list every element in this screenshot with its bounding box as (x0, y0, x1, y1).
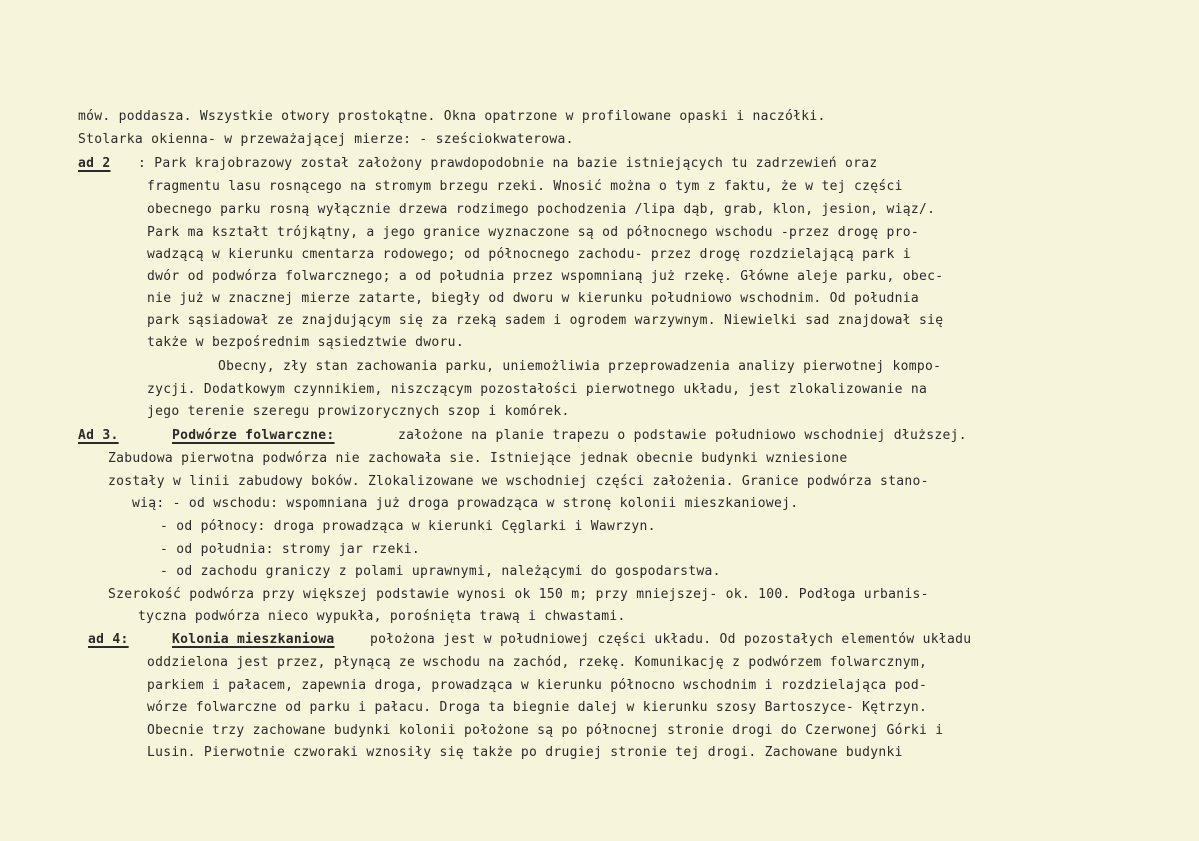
text-line: - od północy: droga prowadząca w kierunki Cęglarki i Wawrzyn. (160, 519, 656, 534)
section-title-ad4: Kolonia mieszkaniowa (172, 632, 335, 647)
section-title-ad3: Podwórze folwarczne: (172, 428, 335, 443)
text-line: nie już w znacznej mierze zatarte, biegły od dworu w kierunku południowo wschodnim. Od południa (147, 291, 920, 306)
text-line: - od zachodu graniczy z polami uprawnymi, należącymi do gospodarstwa. (160, 564, 721, 579)
text-line: oddzielona jest przez, płynącą ze wschodu na zachód, rzekę. Komunikację z podwórzem folwarcznym, (147, 655, 928, 670)
section-heading-ad3: Ad 3. (78, 428, 119, 443)
text-line: założone na planie trapezu o podstawie południowo wschodniej dłuższej. (398, 428, 967, 443)
text-line: parkiem i pałacem, zapewnia droga, prowadząca w kierunku północno wschodnim i rozdzielająca pod- (147, 678, 928, 693)
section-heading-ad4: ad 4: (88, 632, 129, 647)
text-line: jego terenie szeregu prowizorycznych szop i komórek. (147, 404, 570, 419)
text-line: Park ma kształt trójkątny, a jego granice wyznaczone są od północnego wschodu -przez drogę pro- (147, 225, 920, 240)
text-line: wórze folwarczne od parku i pałacu. Droga ta biegnie dalej w kierunku szosy Bartoszyce- Kętrzyn. (147, 700, 928, 715)
text-line: dwór od podwórza folwarcznego; a od południa przez wspomnianą już rzekę. Główne aleje parku, obec- (147, 269, 944, 284)
text-line: - od południa: stromy jar rzeki. (160, 542, 421, 557)
text-line: zostały w linii zabudowy boków. Zlokalizowane we wschodniej części założenia. Granice podwórza stano- (108, 474, 929, 489)
text-line: także w bezpośrednim sąsiedztwie dworu. (147, 335, 464, 350)
text-line: obecnego parku rosną wyłącznie drzewa rodzimego pochodzenia /lipa dąb, grab, klon, jesion, wiąz/. (147, 202, 936, 217)
text-line: Obecny, zły stan zachowania parku, uniemożliwia przeprowadzenia analizy pierwotnej kompo- (218, 359, 942, 374)
text-line: tyczna podwórza nieco wypukła, porośnięta trawą i chwastami. (138, 609, 626, 624)
text-line: park sąsiadował ze znajdującym się za rzeką sadem i ogrodem warzywnym. Niewielki sad znajdował się (147, 313, 944, 328)
text-line: zycji. Dodatkowym czynnikiem, niszczącym pozostałości pierwotnego układu, jest zlokalizowanie na (147, 382, 928, 397)
text-line: wadzącą w kierunku cmentarza rodowego; od północnego zachodu- przez drogę rozdzielającą park i (147, 247, 911, 262)
text-line: Obecnie trzy zachowane budynki kolonii położone są po północnej stronie drogi do Czerwonej Górki i (147, 723, 944, 738)
text-line: Szerokość podwórza przy większej podstawie wynosi ok 150 m; przy mniejszej- ok. 100. Podłoga urbanis- (108, 587, 929, 602)
text-line: Lusin. Pierwotnie czworaki wznosiły się także po drugiej stronie tej drogi. Zachowane budynki (147, 745, 903, 760)
text-line: Stolarka okienna- w przeważającej mierze: - sześciokwaterowa. (78, 132, 574, 147)
text-line: wią: - od wschodu: wspomniana już droga prowadząca w stronę kolonii mieszkaniowej. (132, 496, 799, 511)
text-line: Zabudowa pierwotna podwórza nie zachowała sie. Istniejące jednak obecnie budynki wzniesione (108, 451, 848, 466)
section-heading-ad2: ad 2 (78, 156, 111, 171)
text-line: : Park krajobrazowy został założony prawdopodobnie na bazie istniejących tu zadrzewień oraz (138, 156, 878, 171)
text-line: położona jest w południowej części układu. Od pozostałych elementów układu (370, 632, 972, 647)
text-line: fragmentu lasu rosnącego na stromym brzegu rzeki. Wnosić można o tym z faktu, że w tej części (147, 179, 903, 194)
text-line: mów. poddasza. Wszystkie otwory prostokątne. Okna opatrzone w profilowane opaski i naczółki. (78, 109, 826, 124)
